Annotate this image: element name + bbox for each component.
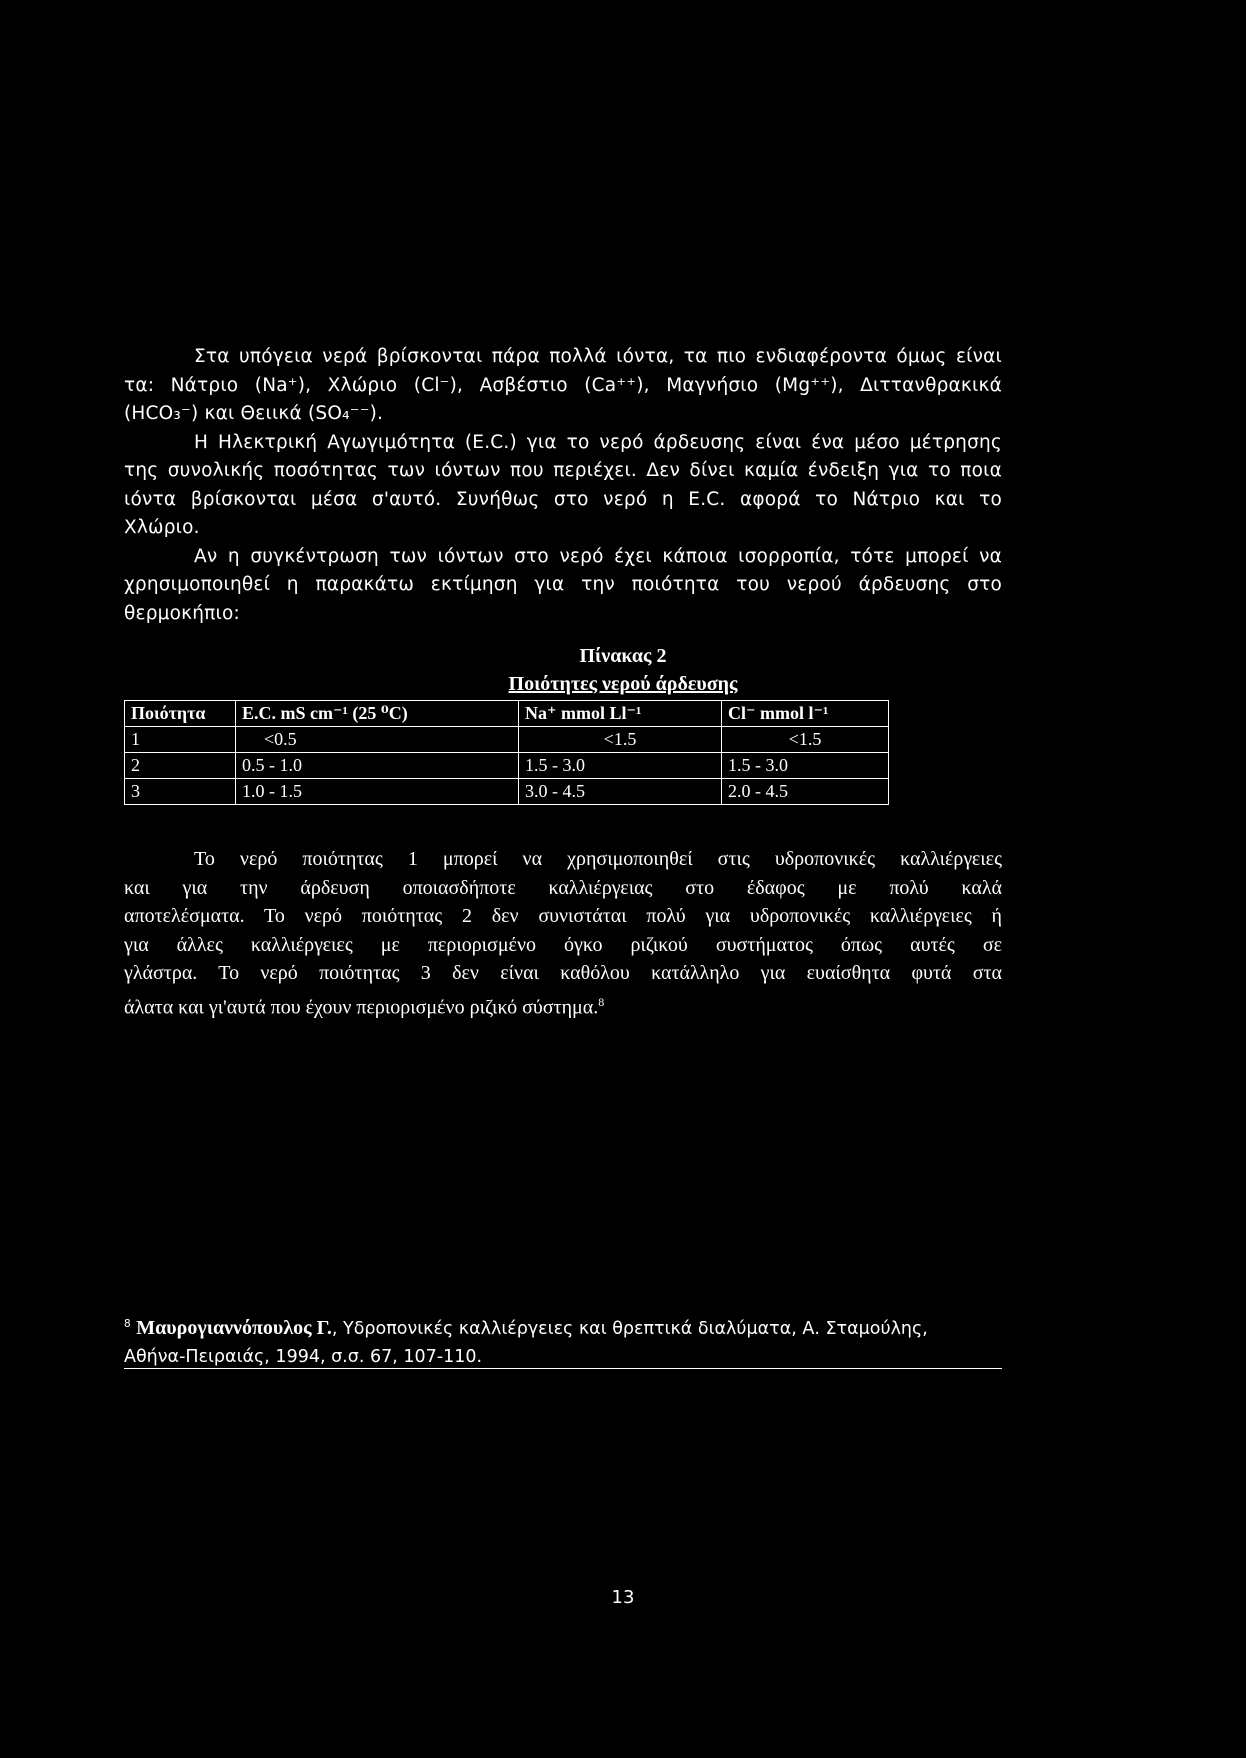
intro-line: (HCO₃⁻) και Θειικά (SO₄⁻⁻).	[124, 403, 384, 424]
table-cell: 1.0 - 1.5	[236, 779, 519, 805]
table-cell: 3.0 - 4.5	[519, 779, 722, 805]
footnote-line	[124, 1310, 1002, 1343]
table-cell: 1.5 - 3.0	[722, 753, 889, 779]
intro-line: Χλώριο.	[124, 517, 200, 538]
paragraph-line: αποτελέσματα. Το νερό ποιότητας 2 δεν συνιστάται πολύ για υδροπονικές καλλιέργειες ή	[124, 905, 1002, 927]
table-caption-number: Πίνακας 2	[579, 645, 667, 667]
table-caption-title: Ποιότητες νερού άρδευσης	[508, 673, 738, 695]
intro-line: θερμοκήπιο:	[124, 602, 240, 624]
paragraph-line: γλάστρα. Το νερό ποιότητας 3 δεν είναι καθόλου κατάλληλο για ευαίσθητα φυτά στα	[124, 962, 1002, 984]
intro-line: χρησιμοποιηθεί η παρακάτω εκτίμηση για την ποιότητα του νερού άρδευσης στο	[124, 574, 1002, 595]
quality-description-paragraph	[124, 845, 1002, 1022]
intro-paragraph	[124, 343, 1002, 628]
table-row	[125, 753, 889, 779]
intro-line: ιόντα βρίσκονται μέσα σ'αυτό. Συνήθως στο νερό η E.C. αφορά το Νάτριο και το	[124, 488, 1002, 510]
intro-line: Αν η συγκέντρωση των ιόντων στο νερό έχει κάποια ισορροπία, τότε μπορεί να	[194, 545, 1002, 567]
column-header: E.C. mS cm⁻¹ (25 ⁰C)	[236, 701, 519, 727]
table-row	[125, 779, 889, 805]
footnote-marker: 8	[124, 1318, 131, 1330]
footnote-underline	[124, 1368, 1002, 1369]
intro-line: τα: Νάτριο (Na⁺), Χλώριο (Cl⁻), Ασβέστιο (Ca⁺⁺), Μαγνήσιο (Mg⁺⁺), Διττανθρακικά	[124, 374, 1002, 396]
table-row	[125, 727, 889, 753]
table-cell: 3	[125, 779, 236, 805]
footnote-text: , Υδροπονικές καλλιέργειες και θρεπτικά διαλύματα, Α. Σταμούλης,	[331, 1318, 928, 1339]
column-header: Na⁺ mmol Ll⁻¹	[519, 701, 722, 727]
table-cell: <1.5	[519, 727, 722, 753]
table-cell: 2.0 - 4.5	[722, 779, 889, 805]
table-cell: 2	[125, 753, 236, 779]
table-cell: 1	[125, 727, 236, 753]
intro-line: της συνολικής ποσότητας των ιόντων που περιέχει. Δεν δίνει καμία ένδειξη για το ποια	[124, 460, 1002, 481]
paragraph-line-text: άλατα και γι'αυτά που έχουν περιορισμένο ριζικό σύστημα.	[124, 996, 599, 1019]
footnote-line: Αθήνα-Πειραιάς, 1994, σ.σ. 67, 107-110.	[124, 1346, 483, 1367]
water-quality-table	[124, 700, 889, 805]
column-header: Ποιότητα	[125, 701, 236, 727]
page-number: 13	[611, 1587, 635, 1608]
footnote	[124, 1310, 1002, 1371]
table-cell: 1.5 - 3.0	[519, 753, 722, 779]
footnote-reference: 8	[598, 994, 605, 1009]
paragraph-line	[124, 988, 1002, 1022]
intro-line: Η Ηλεκτρική Αγωγιμότητα (E.C.) για το νερό άρδευσης είναι ένα μέσο μέτρησης	[194, 431, 1002, 453]
table-cell: <0.5	[236, 727, 519, 753]
table-header-row	[125, 701, 889, 727]
paragraph-line: και για την άρδευση οποιασδήποτε καλλιέργειας στο έδαφος με πολύ καλά	[124, 876, 1002, 899]
table-cell: <1.5	[722, 727, 889, 753]
footnote-author: Μαυρογιαννόπουλος Γ.	[136, 1316, 332, 1339]
table-cell: 0.5 - 1.0	[236, 753, 519, 779]
intro-line: Στα υπόγεια νερά βρίσκονται πάρα πολλά ιόντα, τα πιο ενδιαφέροντα όμως είναι	[194, 346, 1002, 367]
column-header: Cl⁻ mmol l⁻¹	[722, 701, 889, 727]
paragraph-line: Το νερό ποιότητας 1 μπορεί να χρησιμοποιηθεί στις υδροπονικές καλλιέργειες	[194, 848, 1002, 870]
paragraph-line: για άλλες καλλιέργειες με περιορισμένο όγκο ριζικού συστήματος όπως αυτές σε	[124, 933, 1002, 956]
